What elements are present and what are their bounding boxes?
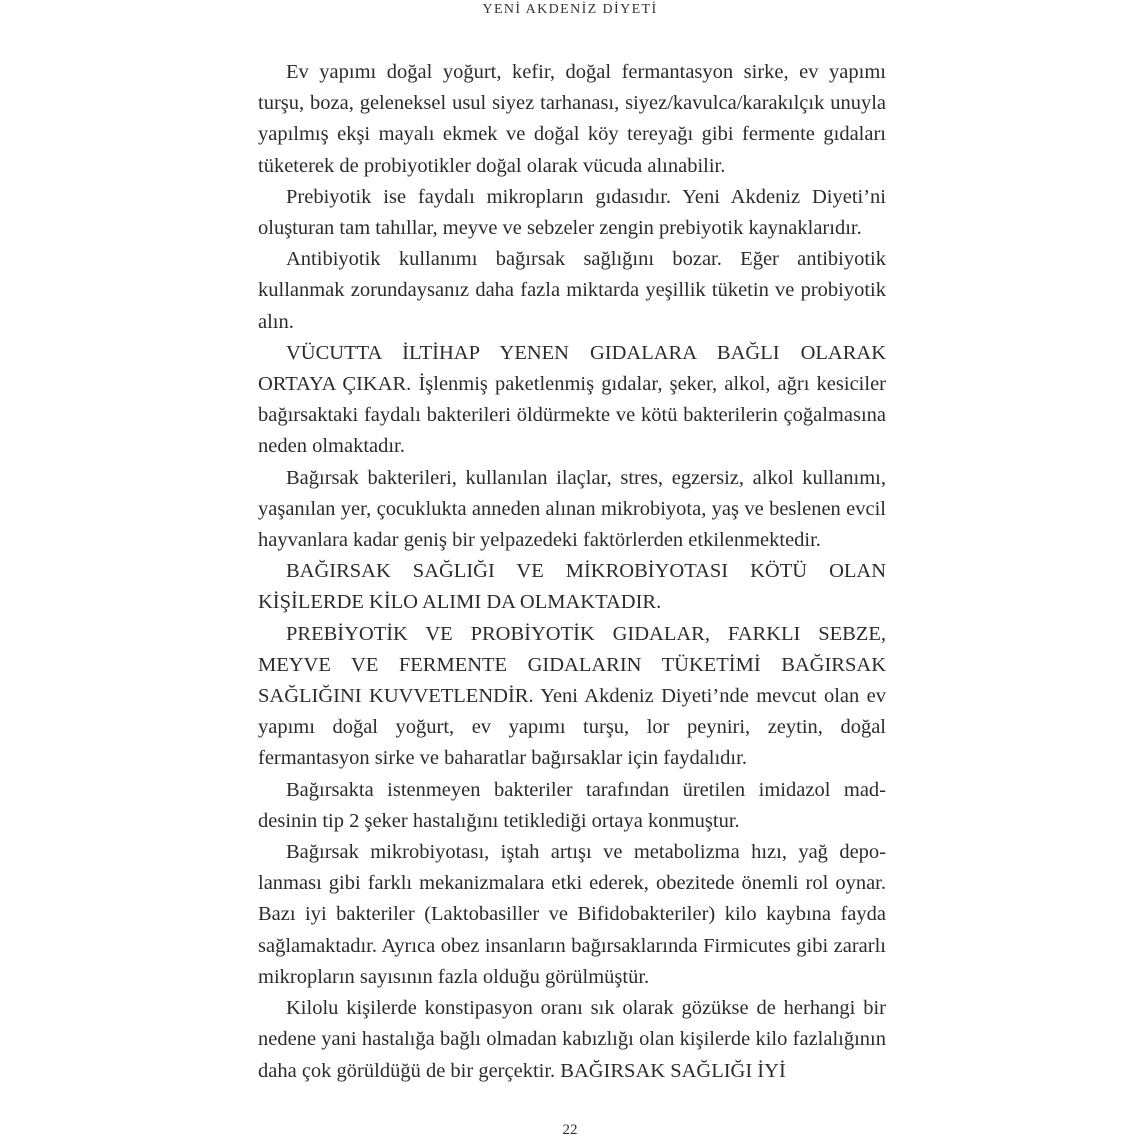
body-text — [258, 57, 886, 1087]
paragraph: Bağırsak mikrobiyotası, iştah artışı ve metabolizma hızı, yağ depolanması gibi farklı mekanizmalara etki ederek, obezitede önemli rol oynar. Bazı iyi bakteriler (Laktobasiller ve Bifidobakteriler) kilo kaybına fayda sağlamaktadır. Ayrıca obez insanların bağırsaklarında Firmicutes gibi zararlı mikropların sayısının fazla olduğu görülmüştür. — [258, 841, 886, 988]
paragraph: Kilolu kişilerde konstipasyon oranı sık olarak gözükse de herhangi bir nedene yani hastalığa bağlı olmadan kabızlığı olan kişilerde kilo fazlalığının daha çok görüldüğü de bir gerçektir. BAĞIRSAK SAĞLIĞI İYİ — [258, 997, 886, 1082]
page-number: 22 — [562, 1122, 578, 1138]
paragraph: Bağırsak bakterileri, kullanılan ilaçlar, stres, egzersiz, alkol kullanımı, yaşanılan yer, çocuklukta anneden alınan mikrobiyota, yaş ve beslenen evcil hayvanlara kadar geniş bir yelpazedeki faktörlerden etkilenmektedir. — [258, 466, 886, 552]
paragraph: Antibiyotik kullanımı bağırsak sağlığını bozar. Eğer antibiyotik kullanmak zorundaysanız daha fazla miktarda yeşillik tüketin ve probiyotik alın. — [258, 248, 886, 333]
paragraph: BAĞIRSAK SAĞLIĞI VE MİKROBİYOTASI KÖTÜ OLAN KİŞİLERDE KİLO ALIMI DA OLMAKTADIR. — [258, 560, 886, 614]
paragraph: Prebiyotik ise faydalı mikropların gıdasıdır. Yeni Akdeniz Diyeti’ni oluşturan tam tahıllar, meyve ve sebzeler zengin prebiyotik kaynaklarıdır. — [258, 185, 886, 240]
paragraph: PREBİYOTİK VE PROBİYOTİK GIDALAR, FARKLI SEBZE, MEYVE VE FERMENTE GIDALARIN TÜKETİMİ BAĞIRSAK SAĞLIĞINI KUVVETLENDİR. Yeni Akdeniz Diyeti’nde mevcut olan ev yapımı doğal yoğurt, ev yapımı turşu, lor peyniri, zeytin, doğal fermantasyon sirke ve baharatlar bağırsaklar için faydalıdır. — [258, 622, 886, 770]
paragraph: Ev yapımı doğal yoğurt, kefir, doğal fermantasyon sirke, ev yapımı turşu, boza, geleneksel usul siyez tarhanası, siyez/kavulca/karakılçık unuyla yapılmış ekşi mayalı ekmek ve doğal köy tereyağı gibi fermente gıdaları tüketerek de probiyotikler doğal olarak vücuda alınabilir. — [258, 61, 886, 177]
paragraph: Bağırsakta istenmeyen bakteriler tarafından üretilen imidazol maddesinin tip 2 şeker hastalığını tetiklediği ortaya konmuştur. — [258, 778, 886, 832]
paragraph: VÜCUTTA İLTİHAP YENEN GIDALARA BAĞLI OLARAK ORTAYA ÇIKAR. İşlenmiş paketlenmiş gıdalar, şeker, alkol, ağrı kesiciler bağırsaktaki faydalı bakterileri öldürmekte ve kötü bakterilerin çoğalmasına neden olmaktadır. — [258, 341, 886, 458]
running-head: YENİ AKDENİZ DİYETİ — [482, 2, 658, 17]
